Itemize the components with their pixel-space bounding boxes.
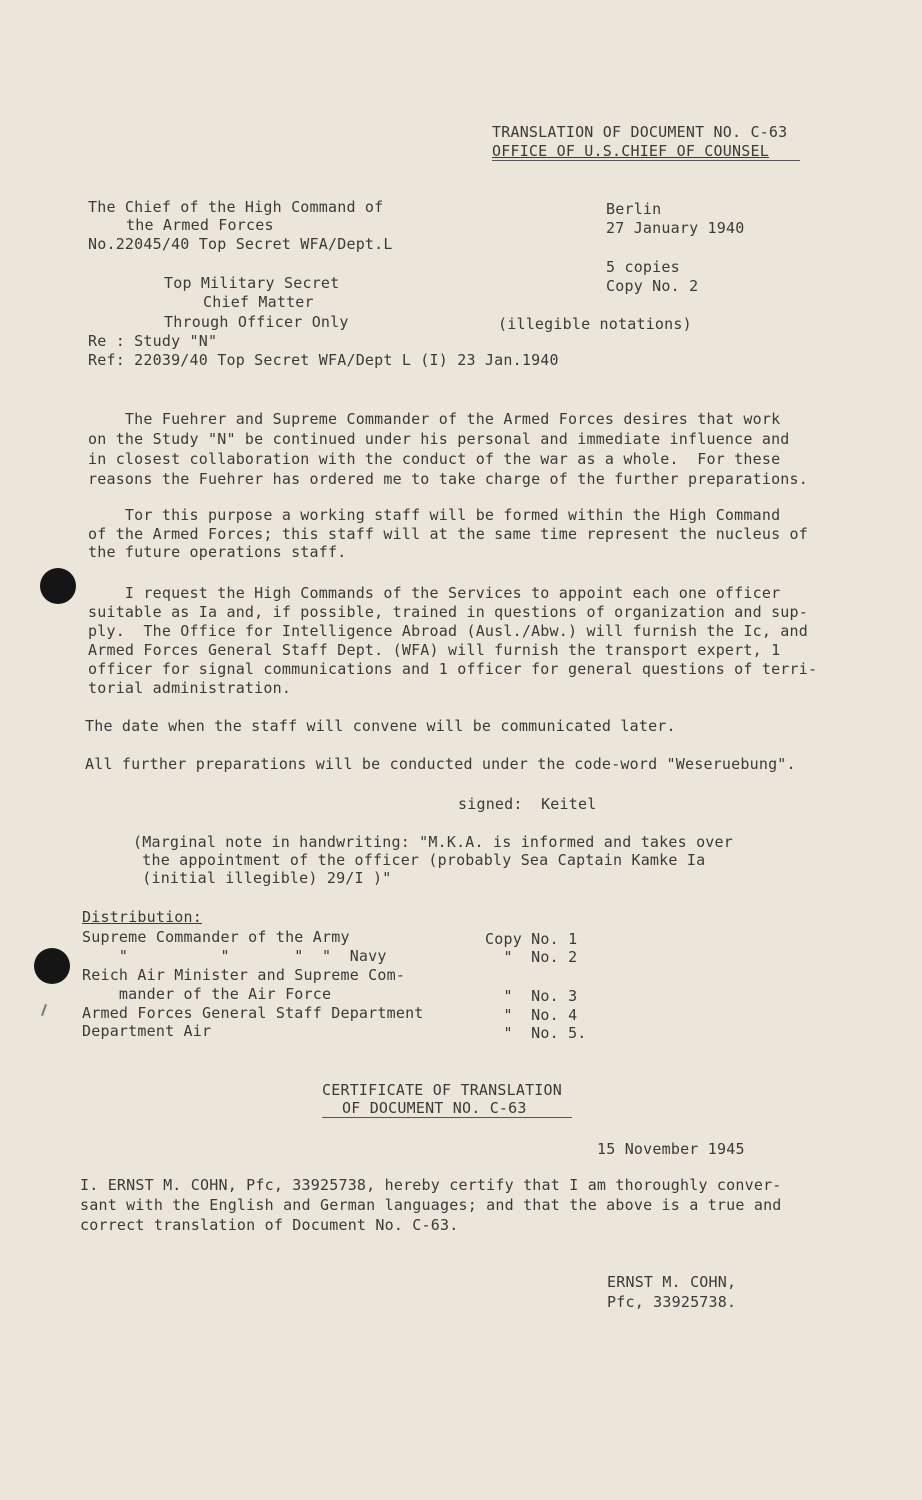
body-p3-line2: suitable as Ia and, if possible, trained in questions of organization and sup- [88,603,808,621]
distribution-row: mander of the Air Force [82,985,332,1003]
distribution-title: Distribution: [82,908,202,926]
body-p1-line2: on the Study "N" be continued under his personal and immediate influence and [88,430,790,448]
body-p1-line1: The Fuehrer and Supreme Commander of the Armed Forces desires that work [88,410,781,428]
certificate-sign-id: Pfc, 33925738. [607,1293,737,1311]
body-p5: All further preparations will be conducted under the code-word "Weseruebung". [85,755,796,773]
body-p4: The date when the staff will convene will be communicated later. [85,717,676,735]
distribution-row: Reich Air Minister and Supreme Com- [82,966,406,984]
signed-keitel: signed: Keitel [458,795,597,813]
sender-line3: No.22045/40 Top Secret WFA/Dept.L [88,235,393,253]
distribution-copy: " No. 5. [485,1024,587,1042]
certificate-sign-name: ERNST M. COHN, [607,1273,737,1291]
marginal-note-line2: the appointment of the officer (probably Sea Captain Kamke Ia [133,851,706,869]
distribution-row: Armed Forces General Staff Department [82,1004,424,1022]
certificate-text-line3: correct translation of Document No. C-63. [80,1216,459,1234]
body-p2-line3: the future operations staff. [88,543,347,561]
distribution-copy: " No. 3 [485,987,578,1005]
re-line: Re : Study "N" [88,332,218,350]
date: 27 January 1940 [606,219,745,237]
distribution-row: " " " " Navy [82,947,387,965]
header-rule [492,160,800,161]
marginal-note-line3: (initial illegible) 29/I )" [133,869,392,887]
header-title-line2: OFFICE OF U.S.CHIEF OF COUNSEL [492,142,769,160]
certificate-text-line1: I. ERNST M. COHN, Pfc, 33925738, hereby certify that I am thoroughly conver- [80,1176,782,1194]
marginal-note-line1: (Marginal note in handwriting: "M.K.A. is informed and takes over [133,833,733,851]
classification-line1: Top Military Secret [164,274,340,292]
body-p2-line1: Tor this purpose a working staff will be formed within the High Command [88,506,781,524]
body-p1-line3: in closest collaboration with the conduct of the war as a whole. For these [88,450,781,468]
classification-line3: Through Officer Only [164,313,349,331]
distribution-row: Supreme Commander of the Army [82,928,350,946]
body-p3-line4: Armed Forces General Staff Dept. (WFA) will furnish the transport expert, 1 [88,641,781,659]
distribution-row: Department Air [82,1022,212,1040]
copies-count: 5 copies [606,258,680,276]
certificate-text-line2: sant with the English and German languages; and that the above is a true and [80,1196,782,1214]
punch-hole-bottom [34,948,70,984]
body-p3-line5: officer for signal communications and 1 officer for general questions of terri- [88,660,818,678]
body-p3-line3: ply. The Office for Intelligence Abroad (Ausl./Abw.) will furnish the Ic, and [88,622,808,640]
certificate-title2: OF DOCUMENT NO. C-63 [342,1099,527,1117]
distribution-copy: Copy No. 1 [485,930,578,948]
sender-line2: the Armed Forces [126,216,274,234]
ref-line: Ref: 22039/40 Top Secret WFA/Dept L (I) 23 Jan.1940 [88,351,559,369]
sender-line1: The Chief of the High Command of [88,198,384,216]
classification-line2: Chief Matter [203,293,314,311]
copy-number: Copy No. 2 [606,277,699,295]
distribution-copy: " No. 2 [485,948,578,966]
certificate-title1: CERTIFICATE OF TRANSLATION [322,1081,562,1099]
margin-mark [41,1004,47,1016]
distribution-copy: " No. 4 [485,1006,578,1024]
certificate-date: 15 November 1945 [597,1140,745,1158]
certificate-rule [322,1117,572,1118]
place: Berlin [606,200,662,218]
body-p2-line2: of the Armed Forces; this staff will at the same time represent the nucleus of [88,525,808,543]
body-p3-line6: torial administration. [88,679,292,697]
body-p3-line1: I request the High Commands of the Services to appoint each one officer [88,584,781,602]
body-p1-line4: reasons the Fuehrer has ordered me to take charge of the further preparations. [88,470,808,488]
punch-hole-top [40,568,76,604]
illegible-notations: (illegible notations) [498,315,692,333]
header-title-line1: TRANSLATION OF DOCUMENT NO. C-63 [492,123,788,141]
